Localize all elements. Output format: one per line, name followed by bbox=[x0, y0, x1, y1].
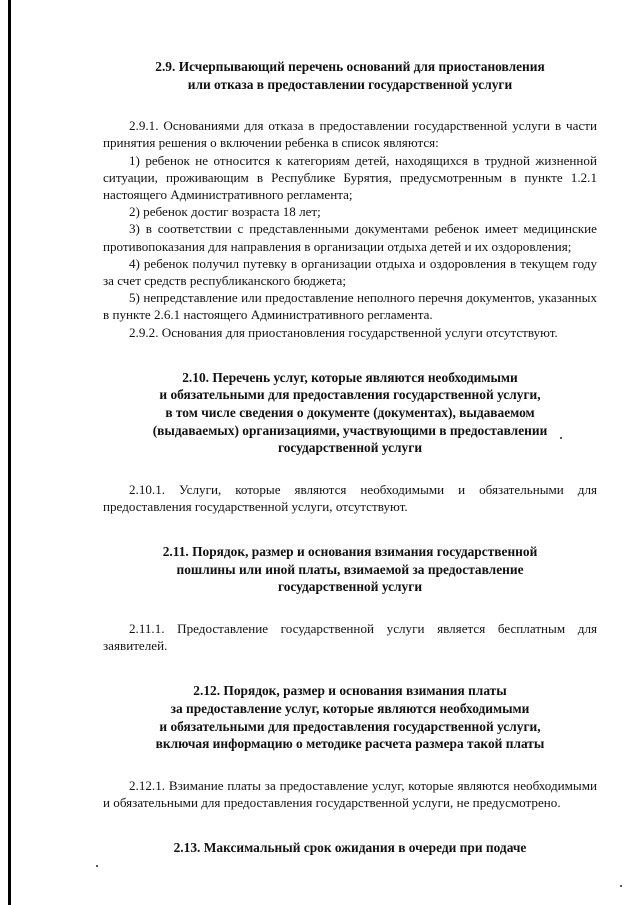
list-item-2: 2) ребенок достиг возраста 18 лет; bbox=[129, 204, 321, 220]
list-item-3: 3) в соответствии с представленными документами ребенок имеет медицинские противопоказания для направления в организации отдыха детей и их оздоровления; bbox=[103, 221, 597, 254]
section-heading-2-13: 2.13. Максимальный срок ожидания в очереди при подаче bbox=[173, 840, 527, 856]
section-heading-2-10: 2.10. Перечень услуг, которые являются необходимыми и обязательными для предоставления государственной услуги, в том числе сведения о документе (документах), выдаваемом (выдаваемых) организациями, участвующими в предоставлении государственной услуги bbox=[152, 369, 548, 456]
scan-edge-shadow bbox=[8, 0, 11, 905]
paragraph-2-12-1: 2.12.1. Взимание платы за предоставление услуг, которые являются необходимыми и обязательными для предоставления государственной услуги, не предусмотрено. bbox=[103, 777, 597, 810]
scan-speck bbox=[96, 865, 98, 867]
section-heading-2-12: 2.12. Порядок, размер и основания взимания платы за предоставление услуг, которые являются необходимыми и обязательными для предоставления государственной услуги, включая информацию о методике расчета размера такой платы bbox=[155, 683, 545, 752]
paragraph-2-9-1: 2.9.1. Основаниями для отказа в предоставлении государственной услуги в части принятия решения о включении ребенка в список являются: bbox=[103, 118, 597, 151]
paragraph-2-10-1: 2.10.1. Услуги, которые являются необходимыми и обязательными для предоставления государственной услуги, отсутствуют. bbox=[103, 481, 597, 514]
list-item-5: 5) непредставление или предоставление неполного перечня документов, указанных в пункте 2.6.1 настоящего Административного регламента. bbox=[103, 290, 597, 323]
list-item-1: 1) ребенок не относится к категориям детей, находящихся в трудной жизненной ситуации, проживающим в Республике Бурятия, предусмотренным в пункте 1.2.1 настоящего Административного регламента; bbox=[103, 152, 597, 202]
paragraph-2-11-1: 2.11.1. Предоставление государственной услуги является бесплатным для заявителей. bbox=[103, 620, 597, 654]
section-heading-2-9: 2.9. Исчерпывающий перечень оснований для приостановления или отказа в предоставлении государственной услуги bbox=[155, 59, 545, 92]
paragraph-2-9-2: 2.9.2. Основания для приостановления государственной услуги отсутствуют. bbox=[129, 324, 558, 340]
section-heading-2-11: 2.11. Порядок, размер и основания взимания государственной пошлины или иной платы, взимаемой за предоставление государственной услуги bbox=[162, 544, 538, 595]
scan-speck bbox=[620, 885, 622, 887]
scan-speck bbox=[560, 437, 562, 439]
document-body bbox=[103, 58, 597, 857]
list-item-4: 4) ребенок получил путевку в организации отдыха и оздоровления в текущем году за счет средств республиканского бюджета; bbox=[103, 255, 597, 289]
